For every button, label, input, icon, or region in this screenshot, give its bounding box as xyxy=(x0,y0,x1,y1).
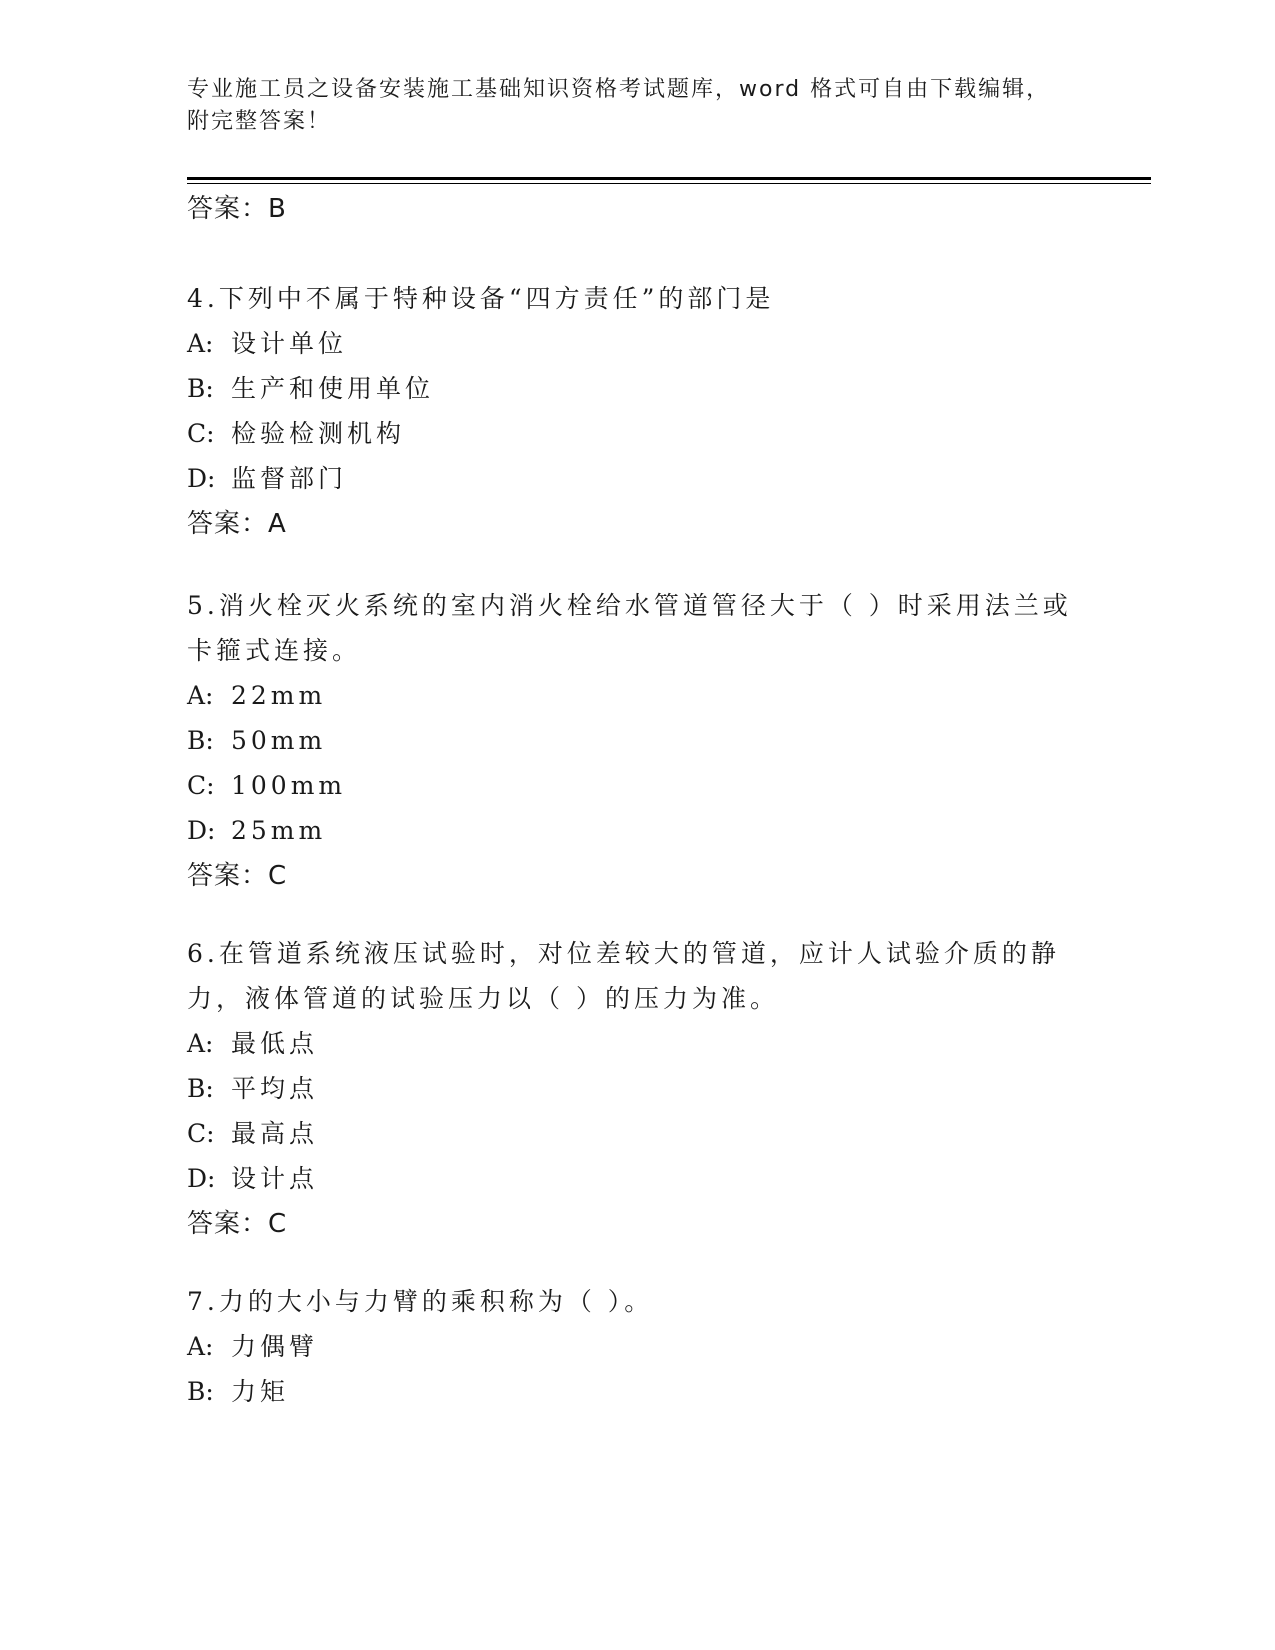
option-text: 监督部门 xyxy=(231,464,348,493)
option-text: 设计点 xyxy=(231,1164,319,1193)
header-line-2: 附完整答案！ xyxy=(187,109,332,134)
option-text: 22mm xyxy=(231,681,327,710)
option-b xyxy=(187,1369,1087,1414)
option-c xyxy=(187,763,1087,808)
header-divider-thick xyxy=(187,177,1151,180)
answer-text: 答案：C xyxy=(187,861,288,891)
option-letter: A: xyxy=(187,681,214,710)
option-letter: A: xyxy=(187,1029,214,1058)
option-a xyxy=(187,1324,1087,1369)
option-a xyxy=(187,1021,1087,1066)
option-letter: A: xyxy=(187,329,214,358)
option-text: 平均点 xyxy=(231,1074,319,1103)
option-d xyxy=(187,808,1087,853)
option-text: 最高点 xyxy=(231,1119,319,1148)
option-c xyxy=(187,1111,1087,1156)
option-letter: B: xyxy=(187,726,214,755)
option-text: 力偶臂 xyxy=(231,1332,319,1361)
option-d xyxy=(187,1156,1087,1201)
answer-text: 答案：C xyxy=(187,1209,288,1239)
header-divider-thin xyxy=(187,183,1151,184)
question-text: 7.力的大小与力臂的乘积称为（ ）。 xyxy=(187,1287,654,1316)
option-letter: A: xyxy=(187,1332,214,1361)
header-line-1: 专业施工员之设备安装施工基础知识资格考试题库，word 格式可自由下载编辑， xyxy=(187,77,1051,102)
answer-text: 答案：A xyxy=(187,509,287,539)
question-text: 4.下列中不属于特种设备“四方责任”的部门是 xyxy=(187,284,775,313)
option-letter: C: xyxy=(187,771,215,800)
option-d xyxy=(187,456,1087,501)
option-c xyxy=(187,411,1087,456)
option-text: 力矩 xyxy=(231,1377,290,1406)
option-b xyxy=(187,366,1087,411)
question-text: 5.消火栓灭火系统的室内消火栓给水管道管径大于（ ）时采用法兰或卡箍式连接。 xyxy=(187,591,1072,665)
option-text: 100mm xyxy=(231,771,347,800)
option-letter: C: xyxy=(187,1119,215,1148)
question-text: 6.在管道系统液压试验时，对位差较大的管道，应计人试验介质的静力，液体管道的试验压力以（ ）的压力为准。 xyxy=(187,939,1060,1013)
option-text: 设计单位 xyxy=(231,329,348,358)
question-block-7 xyxy=(187,1279,1087,1414)
option-letter: B: xyxy=(187,1074,214,1103)
option-text: 50mm xyxy=(231,726,327,755)
question-block-4 xyxy=(187,276,1087,547)
option-text: 25mm xyxy=(231,816,327,845)
document-header xyxy=(187,74,1067,138)
option-letter: D: xyxy=(187,464,216,493)
option-letter: B: xyxy=(187,374,214,403)
answer-text: 答案：B xyxy=(187,194,287,224)
option-letter: B: xyxy=(187,1377,214,1406)
option-text: 最低点 xyxy=(231,1029,319,1058)
option-letter: D: xyxy=(187,1164,216,1193)
option-b xyxy=(187,718,1087,763)
option-text: 生产和使用单位 xyxy=(231,374,435,403)
option-text: 检验检测机构 xyxy=(231,419,406,448)
option-letter: C: xyxy=(187,419,215,448)
option-letter: D: xyxy=(187,816,216,845)
option-a xyxy=(187,673,1087,718)
question-block-5 xyxy=(187,583,1087,899)
option-b xyxy=(187,1066,1087,1111)
option-a xyxy=(187,321,1087,366)
question-block-6 xyxy=(187,931,1087,1247)
previous-answer-block xyxy=(187,186,1087,232)
